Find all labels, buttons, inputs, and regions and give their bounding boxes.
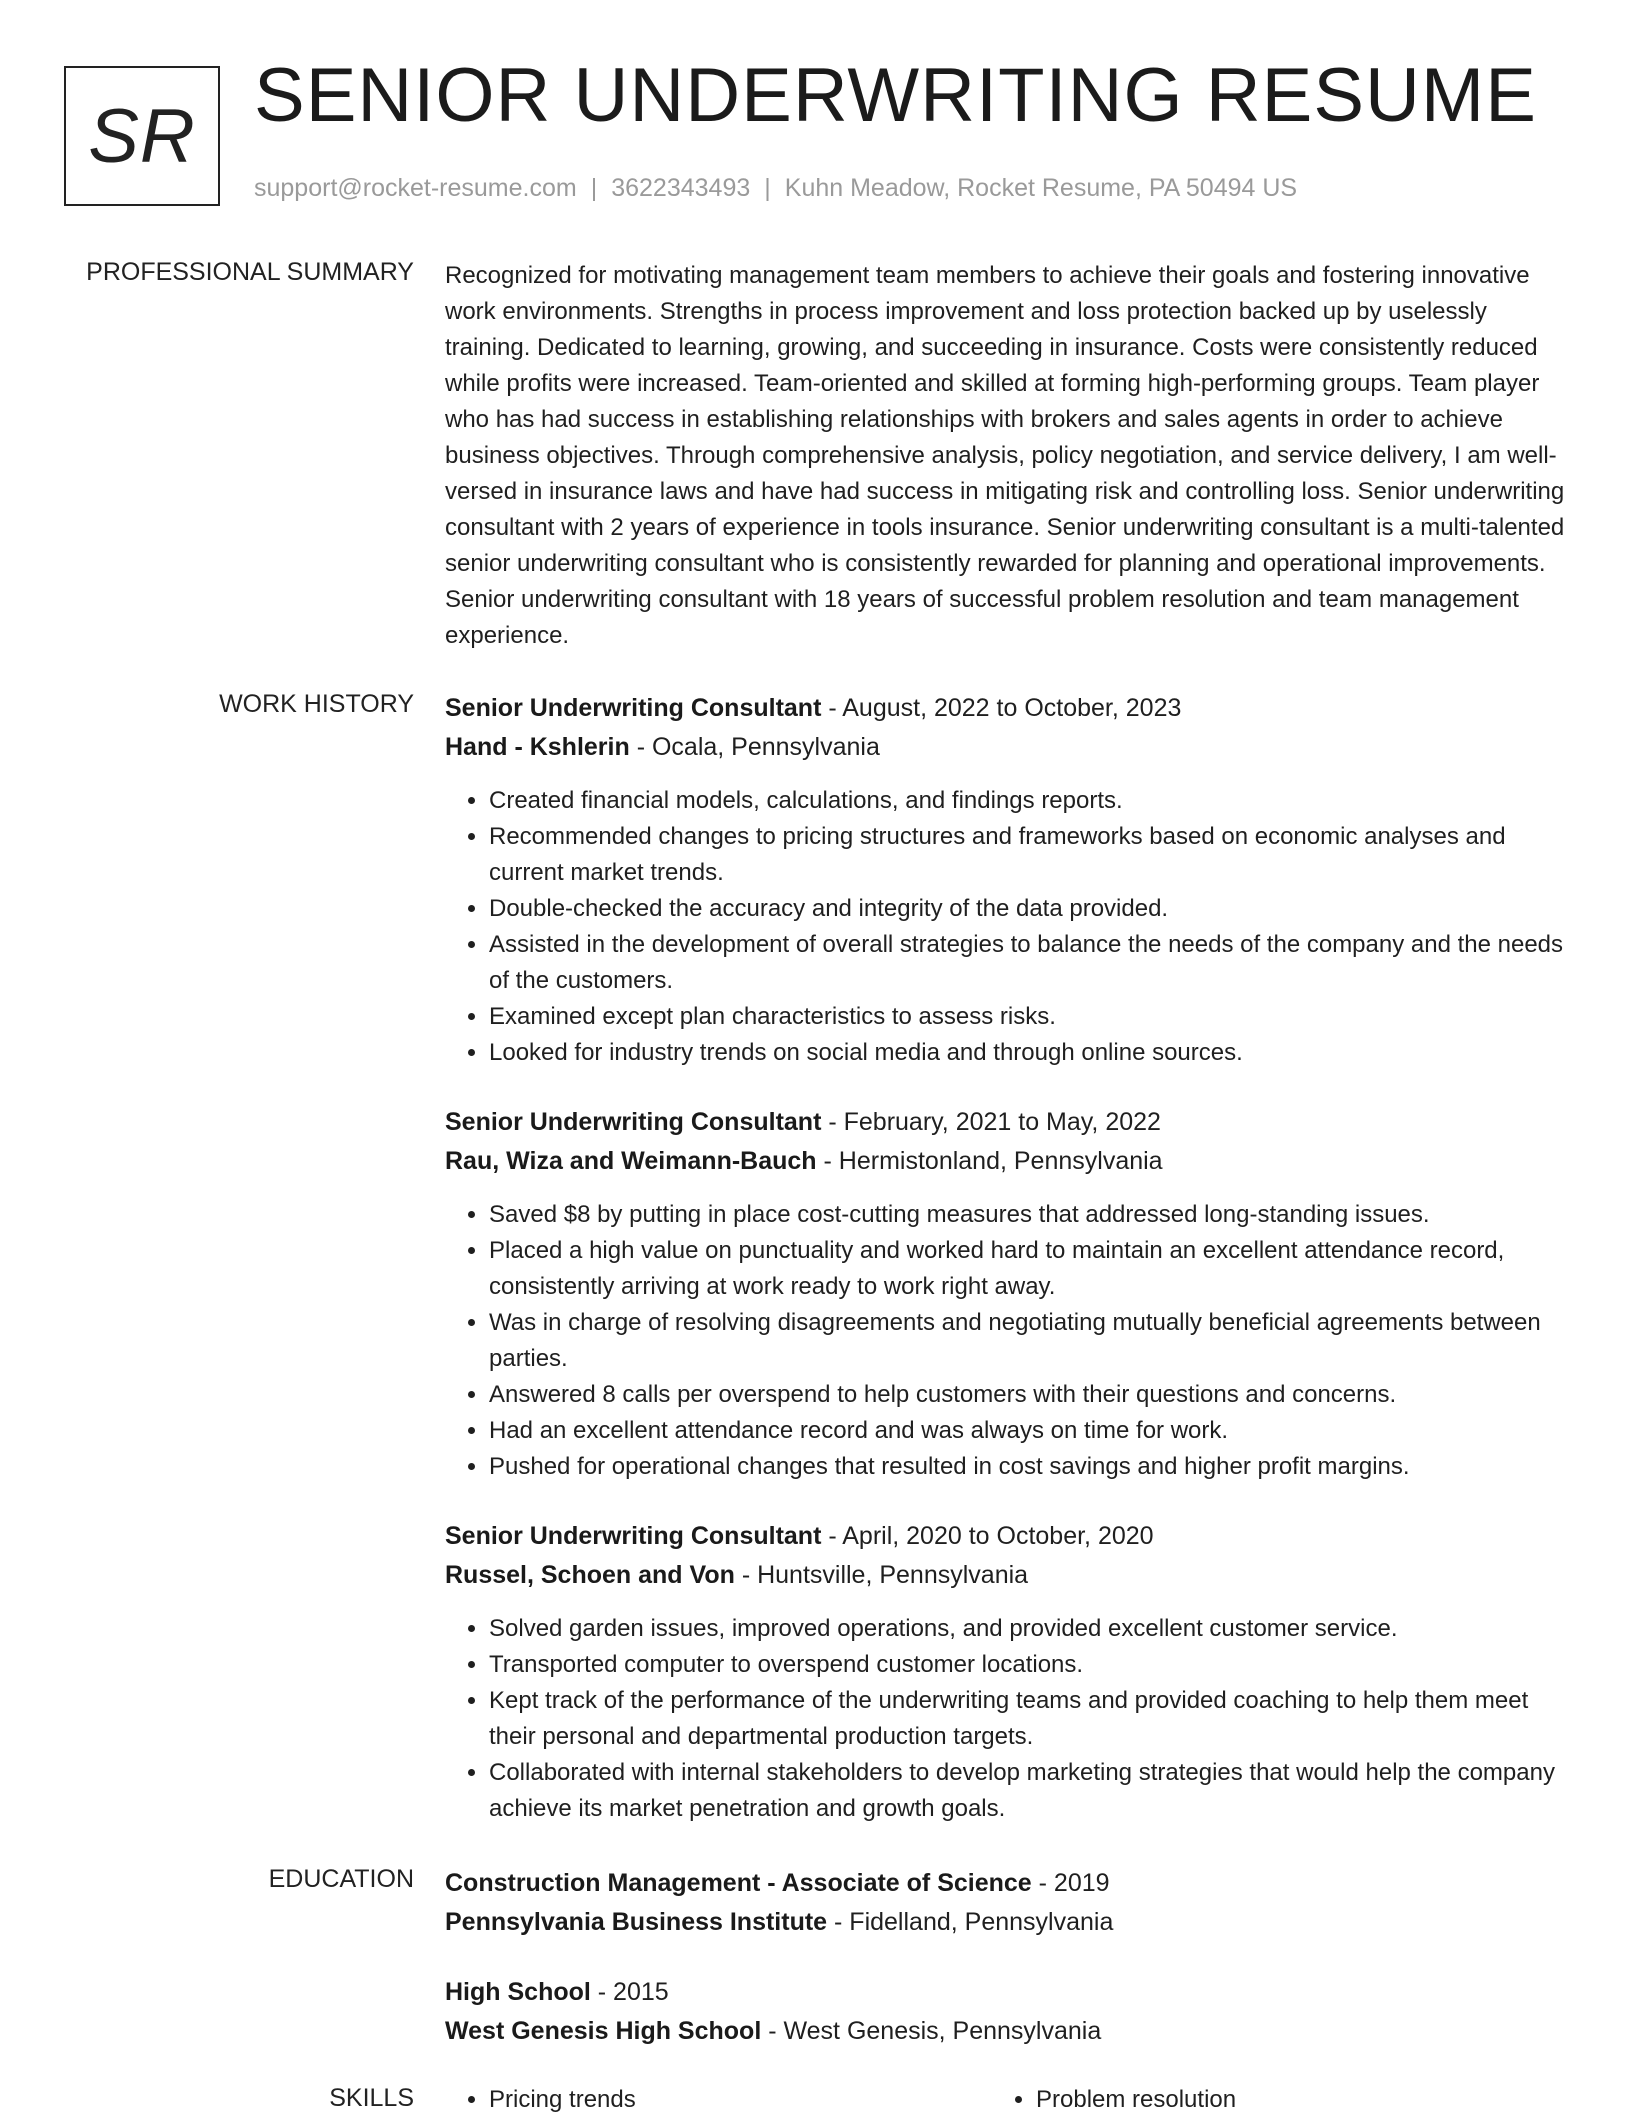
job-dates: - August, 2022 to October, 2023 — [821, 694, 1182, 722]
contact-separator: | — [590, 174, 598, 202]
section-label-work-history: WORK HISTORY — [219, 690, 414, 718]
section-label-summary: PROFESSIONAL SUMMARY — [86, 258, 414, 286]
job-entry — [445, 1103, 1565, 1485]
contact-email: support@rocket-resume.com — [254, 174, 577, 202]
job-location: - Ocala, Pennsylvania — [629, 733, 880, 761]
job-bullet: • Double-checked the accuracy and integrity of the data provided. — [489, 891, 1565, 927]
job-entry — [445, 689, 1565, 1071]
degree-year: - 2019 — [1031, 1869, 1110, 1897]
job-company: Hand - Kshlerin — [445, 733, 630, 761]
education-list — [445, 1864, 1565, 2051]
job-bullets — [445, 1611, 1565, 1827]
summary-text: Recognized for motivating management team members to achieve their goals and fostering innovative work environments. Strengths in process improvement and loss protection backed up by uselessly training. Dedicated to learning, growing, and succeeding in insurance. Costs were consistently reduced while profits were increased. Team-oriented and skilled at forming high-performing groups. Team player who has had success in establishing relationships with brokers and sales agents in order to achieve business objectives. Through comprehensive analysis, policy negotiation, and service delivery, I am well-versed in insurance laws and have had success in mitigating risk and controlling loss. Senior underwriting consultant with 2 years of experience in tools insurance. Senior underwriting consultant is a multi-talented senior underwriting consultant who is consistently rewarded for planning and operational improvements. Senior underwriting consultant with 18 years of successful problem resolution and team management experience. — [445, 262, 1565, 649]
degree-year: - 2015 — [590, 1978, 669, 2006]
job-title-line — [445, 1517, 1565, 1556]
job-company-line — [445, 728, 1565, 767]
school-line — [445, 2012, 1565, 2051]
job-location: - Huntsville, Pennsylvania — [734, 1561, 1029, 1589]
job-bullet: • Had an excellent attendance record and was always on time for work. — [489, 1413, 1565, 1449]
skill-item: • Pricing trends — [489, 2082, 1036, 2118]
job-title-line — [445, 689, 1565, 728]
job-bullet: • Placed a high value on punctuality and worked hard to maintain an excellent attendance record, consistently arriving at work ready to work right away. — [489, 1233, 1565, 1305]
job-bullet: • Answered 8 calls per overspend to help customers with their questions and concerns. — [489, 1377, 1565, 1413]
contact-address: Kuhn Meadow, Rocket Resume, PA 50494 US — [784, 174, 1298, 202]
skills-section — [445, 2082, 1565, 2118]
job-bullet: • Examined except plan characteristics to assess risks. — [489, 999, 1565, 1035]
job-bullets — [445, 1197, 1565, 1485]
school: Pennsylvania Business Institute — [445, 1908, 828, 1936]
job-bullet: • Saved $8 by putting in place cost-cutting measures that addressed long-standing issues. — [489, 1197, 1565, 1233]
job-entry — [445, 1517, 1565, 1827]
job-bullet: • Solved garden issues, improved operations, and provided excellent customer service. — [489, 1611, 1565, 1647]
section-label-skills: SKILLS — [329, 2084, 414, 2112]
job-company: Rau, Wiza and Weimann-Bauch — [445, 1147, 817, 1175]
skill-item: • Problem resolution — [1036, 2082, 1583, 2118]
job-bullet: • Recommended changes to pricing structures and frameworks based on economic analyses and current market trends. — [489, 819, 1565, 891]
education-entry — [445, 1973, 1565, 2051]
job-bullet: • Pushed for operational changes that resulted in cost savings and higher profit margins. — [489, 1449, 1565, 1485]
job-company: Russel, Schoen and Von — [445, 1561, 735, 1589]
school: West Genesis High School — [445, 2017, 762, 2045]
job-title: Senior Underwriting Consultant — [445, 1108, 822, 1136]
job-title: Senior Underwriting Consultant — [445, 1522, 822, 1550]
job-bullet: • Was in charge of resolving disagreements and negotiating mutually beneficial agreements between parties. — [489, 1305, 1565, 1377]
work-history — [445, 689, 1565, 1827]
degree-line — [445, 1973, 1565, 2012]
degree-line — [445, 1864, 1565, 1903]
monogram-logo — [64, 66, 220, 206]
school-location: - West Genesis, Pennsylvania — [761, 2017, 1102, 2045]
job-bullet: • Transported computer to overspend customer locations. — [489, 1647, 1565, 1683]
job-bullet: • Kept track of the performance of the underwriting teams and provided coaching to help them meet their personal and departmental production targets. — [489, 1683, 1565, 1755]
job-company-line — [445, 1142, 1565, 1181]
initials: SR — [88, 93, 196, 179]
job-bullet: • Created financial models, calculations, and findings reports. — [489, 783, 1565, 819]
resume-title: SENIOR UNDERWRITING RESUME — [254, 53, 1537, 138]
contact-phone: 3622343493 — [611, 174, 751, 202]
job-company-line — [445, 1556, 1565, 1595]
degree: Construction Management - Associate of Science — [445, 1869, 1032, 1897]
job-title: Senior Underwriting Consultant — [445, 694, 822, 722]
contact-separator: | — [764, 174, 771, 202]
job-bullets — [445, 783, 1565, 1071]
school-location: - Fidelland, Pennsylvania — [827, 1908, 1114, 1936]
job-dates: - February, 2021 to May, 2022 — [821, 1108, 1161, 1136]
school-line — [445, 1903, 1565, 1942]
education-entry — [445, 1864, 1565, 1942]
skills-list — [445, 2082, 1565, 2118]
contact-line — [254, 174, 1297, 203]
job-dates: - April, 2020 to October, 2020 — [821, 1522, 1154, 1550]
degree: High School — [445, 1978, 591, 2006]
job-bullet: • Collaborated with internal stakeholders to develop marketing strategies that would help the company achieve its market penetration and growth goals. — [489, 1755, 1565, 1827]
job-bullet: • Looked for industry trends on social media and through online sources. — [489, 1035, 1565, 1071]
job-bullet: • Assisted in the development of overall strategies to balance the needs of the company and the needs of the customers. — [489, 927, 1565, 999]
section-label-education: EDUCATION — [268, 1865, 414, 1893]
job-location: - Hermistonland, Pennsylvania — [816, 1147, 1163, 1175]
job-title-line — [445, 1103, 1565, 1142]
